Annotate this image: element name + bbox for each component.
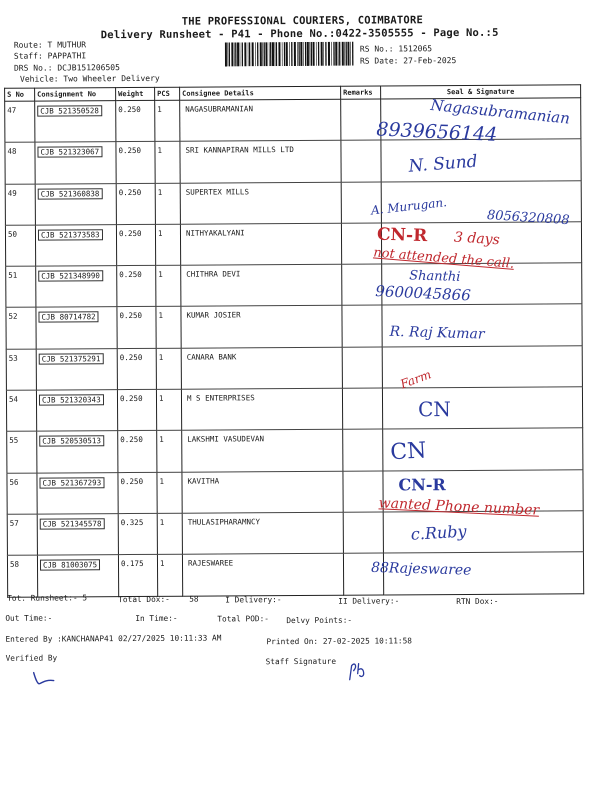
consignment-number: CJB 80714782 xyxy=(38,312,98,323)
cell-pcs: 1 xyxy=(155,100,180,141)
cell-cn xyxy=(35,225,116,267)
barcode-bar xyxy=(282,42,283,66)
handwritten-remark: not attended the call. xyxy=(372,245,515,272)
barcode-bar xyxy=(305,42,306,66)
handwritten-remark: Farm xyxy=(398,367,434,392)
cell-weight: 0.250 xyxy=(117,389,156,431)
handwritten-signature: 88Rajeswaree xyxy=(370,559,472,579)
cell-consignee: SRI KANNAPIRAN MILLS LTD xyxy=(180,141,341,183)
barcode-bar xyxy=(342,42,344,66)
cell-sno: 54 xyxy=(6,390,36,431)
cell-sno: 52 xyxy=(6,308,36,349)
barcode-bar xyxy=(297,42,298,66)
cell-remarks xyxy=(342,388,382,430)
barcode-bar xyxy=(244,42,246,66)
consignment-number: CJB 521375291 xyxy=(39,353,104,364)
cell-sno: 51 xyxy=(6,266,36,307)
barcode-bar xyxy=(338,42,339,66)
cell-consignee: THULASIPHARAMNCY xyxy=(182,512,343,554)
barcode-bar xyxy=(276,42,277,66)
table-row xyxy=(6,304,582,349)
i-delivery: I Delivery:- xyxy=(225,595,282,605)
cell-cn xyxy=(36,348,117,390)
cell-sno: 49 xyxy=(5,184,35,225)
barcode-bar xyxy=(286,42,288,66)
cell-consignee: KUMAR JOSIER xyxy=(181,306,342,348)
barcode-bar xyxy=(352,42,353,66)
handwritten-phone: 9600045866 xyxy=(374,282,472,305)
cell-sno: 48 xyxy=(5,142,35,183)
cell-consignee: CHITHRA DEVI xyxy=(181,264,342,306)
barcode-bar xyxy=(270,42,271,66)
col-signature: Seal & Signature xyxy=(381,85,581,99)
runsheet-title: Delivery Runsheet - P41 - Phone No.:0422-3505555 - Page No.:5 xyxy=(100,26,499,42)
handwritten-remark: 3 days xyxy=(453,229,501,249)
consignment-number: CJB 81003075 xyxy=(40,559,100,570)
cell-consignee: CANARA BANK xyxy=(181,347,342,389)
table-row xyxy=(7,552,583,597)
cell-pcs: 1 xyxy=(157,431,182,472)
barcode-bar xyxy=(316,42,317,66)
col-remarks: Remarks xyxy=(341,86,381,99)
consignment-number: CJB 521345578 xyxy=(40,518,105,529)
cell-cn xyxy=(37,555,118,597)
cell-pcs: 1 xyxy=(157,554,182,595)
cell-sno: 53 xyxy=(6,349,36,390)
barcode-bar xyxy=(225,42,227,66)
cell-remarks xyxy=(341,140,381,182)
barcode-bar xyxy=(325,42,326,66)
table-row xyxy=(7,511,583,556)
col-consignment: Consignment No xyxy=(35,88,116,101)
cell-cn xyxy=(36,266,117,308)
barcode-bar xyxy=(265,42,267,66)
verifier-signature-mark xyxy=(30,667,58,687)
vehicle: Vehicle: Two Wheeler Delivery xyxy=(20,73,160,84)
barcode-bar xyxy=(284,42,285,66)
cell-pcs: 1 xyxy=(156,265,181,306)
cell-sno: 57 xyxy=(7,514,37,555)
consignment-number: CJB 521320343 xyxy=(39,394,104,405)
barcode-bar xyxy=(309,42,310,66)
cell-cn xyxy=(37,431,118,473)
handwritten-signature: Shanthi xyxy=(409,268,461,285)
barcode-bar xyxy=(298,42,299,66)
total-dox-value: 58 xyxy=(189,594,199,604)
cell-weight: 0.250 xyxy=(117,266,156,308)
barcode-bar xyxy=(269,42,270,66)
cell-pcs: 1 xyxy=(157,513,182,554)
cell-cn xyxy=(35,101,116,143)
cell-remarks xyxy=(343,429,383,471)
handwritten-signature: A. Murugan. xyxy=(370,195,448,218)
cell-pcs: 1 xyxy=(157,472,182,513)
printed-on: Printed On: 27-02-2025 10:11:58 xyxy=(266,636,413,647)
staff-signature-label: Staff Signature xyxy=(265,656,337,667)
cell-cn xyxy=(36,307,117,349)
barcode-bar xyxy=(264,42,265,66)
barcode-bar xyxy=(262,42,263,66)
barcode-bar xyxy=(229,42,230,66)
barcode-bar xyxy=(344,42,345,66)
barcode-bar xyxy=(272,42,274,66)
col-consignee: Consignee Details xyxy=(180,86,341,100)
consignment-number: CJB 521360838 xyxy=(38,188,103,199)
barcode-bar xyxy=(227,42,228,66)
barcode-bar xyxy=(252,42,254,66)
cell-consignee: RAJESWAREE xyxy=(182,554,343,596)
cell-pcs: 1 xyxy=(155,183,180,224)
cell-remarks xyxy=(343,471,383,513)
cell-weight: 0.250 xyxy=(116,183,155,225)
cell-consignee: M S ENTERPRISES xyxy=(181,388,342,430)
ii-delivery: II Delivery:- xyxy=(338,596,400,606)
handwritten-signature: c.Ruby xyxy=(410,521,468,544)
cell-sno: 56 xyxy=(7,473,37,514)
barcode-bar xyxy=(278,42,280,66)
cell-weight: 0.250 xyxy=(118,472,157,514)
cell-consignee: LAKSHMI VASUDEVAN xyxy=(182,430,343,472)
cell-weight: 0.325 xyxy=(118,513,157,555)
delvy-points: Delvy Points:- xyxy=(286,615,353,626)
cell-pcs: 1 xyxy=(155,224,180,265)
consignment-number: CJB 521348990 xyxy=(38,270,103,281)
col-weight: Weight xyxy=(116,87,155,100)
cell-signature xyxy=(382,387,582,430)
barcode-bar xyxy=(257,42,258,66)
drs-number: DRS No.: DCJB151206505 xyxy=(13,63,120,73)
cell-remarks xyxy=(342,305,382,347)
barcode-bar xyxy=(294,42,296,66)
barcode-bar xyxy=(333,42,334,66)
runsheet-table xyxy=(4,84,584,597)
handwritten-remark: CN-R xyxy=(376,224,428,247)
cell-cn xyxy=(37,514,118,556)
barcode-bar xyxy=(335,42,337,66)
cell-cn xyxy=(35,183,116,225)
barcode-bar xyxy=(234,42,235,66)
barcode-bar xyxy=(231,42,233,66)
barcode-bar xyxy=(291,42,292,66)
cell-cn xyxy=(35,142,116,184)
barcode-bar xyxy=(275,42,276,66)
cell-remarks xyxy=(343,512,383,554)
cell-consignee: NAGASUBRAMANIAN xyxy=(180,99,341,141)
cell-consignee: SUPERTEX MILLS xyxy=(180,182,341,224)
handwritten-remark: CN xyxy=(417,397,451,422)
barcode-bar xyxy=(311,42,312,66)
barcode-bar xyxy=(303,42,304,66)
cell-weight: 0.250 xyxy=(118,431,157,473)
barcode-bar xyxy=(350,42,351,66)
handwritten-phone: 8056320808 xyxy=(486,207,571,229)
tot-runsheet: Tot. Runsheet:- 5 xyxy=(7,593,88,603)
barcode-bar xyxy=(255,42,256,66)
cell-cn xyxy=(37,472,118,514)
consignment-number: CJB 521350528 xyxy=(37,105,102,116)
barcode-bar xyxy=(321,42,323,66)
barcode-bar xyxy=(347,42,349,66)
barcode-bar xyxy=(323,42,324,66)
handwritten-phone: 8939656144 xyxy=(375,118,498,146)
route: Route: T MUTHUR xyxy=(13,40,87,50)
barcode-bar xyxy=(240,42,241,66)
table-row xyxy=(7,428,583,473)
cell-weight: 0.175 xyxy=(118,555,157,597)
cell-pcs: 1 xyxy=(156,389,181,430)
handwritten-remark: CN-R xyxy=(398,475,446,495)
barcode-bar xyxy=(307,42,309,66)
cell-sno: 50 xyxy=(5,225,35,266)
out-time: Out Time:- xyxy=(5,613,53,623)
cell-weight: 0.250 xyxy=(116,142,155,184)
barcode-bar xyxy=(300,42,302,66)
consignment-number: CJB 520530513 xyxy=(39,436,104,447)
total-dox-label: Total Dox:- xyxy=(118,594,170,605)
rtn-dox: RTN Dox:- xyxy=(456,596,499,607)
cell-pcs: 1 xyxy=(156,348,181,389)
staff: Staff: PAPPATHI xyxy=(13,51,87,61)
verified-by: Verified By xyxy=(5,653,58,663)
table-row xyxy=(6,346,582,391)
barcode-bar xyxy=(339,42,340,66)
cell-remarks xyxy=(341,99,381,141)
consignment-number: CJB 521373583 xyxy=(38,229,103,240)
staff-signature-mark xyxy=(346,660,368,684)
cell-sno: 58 xyxy=(7,555,37,596)
barcode-bar xyxy=(289,42,290,66)
cell-weight: 0.250 xyxy=(117,348,156,390)
total-pod: Total POD:- xyxy=(217,614,270,624)
cell-sno: 47 xyxy=(5,101,35,142)
cell-consignee: NITHYAKALYANI xyxy=(180,223,341,265)
handwritten-signature: Nagasubramanian xyxy=(429,95,571,128)
handwritten-remark: CN xyxy=(389,438,428,466)
cell-remarks xyxy=(342,347,382,389)
barcode-bar xyxy=(248,42,249,66)
handwritten-remark: wanted Phone number xyxy=(378,495,540,519)
barcode-bar xyxy=(331,42,332,66)
col-pcs: PCS xyxy=(155,87,180,100)
barcode-bar xyxy=(313,42,315,66)
entered-by: Entered By :KANCHANAP41 02/27/2025 10:11:33 AM xyxy=(5,633,222,644)
barcode-bar xyxy=(346,42,347,66)
rs-number: RS No.: 1512065 xyxy=(359,44,433,54)
in-time: In Time:- xyxy=(135,613,178,624)
barcode-bar xyxy=(318,42,319,66)
cell-cn xyxy=(36,390,117,432)
barcode-bar xyxy=(235,42,236,66)
barcode-bar xyxy=(328,42,330,66)
cell-pcs: 1 xyxy=(156,307,181,348)
barcode-bar xyxy=(249,42,250,66)
company-name: THE PROFESSIONAL COURIERS, COIMBATORE xyxy=(181,14,424,28)
cell-consignee: KAVITHA xyxy=(182,471,343,513)
barcode-bar xyxy=(237,42,239,66)
barcode xyxy=(225,42,355,67)
consignment-number: CJB 521323067 xyxy=(37,147,102,158)
cell-weight: 0.250 xyxy=(117,307,156,349)
handwritten-signature: R. Raj Kumar xyxy=(389,323,485,343)
table-row xyxy=(6,387,582,432)
handwritten-signature: N. Sund xyxy=(407,151,479,177)
cell-pcs: 1 xyxy=(155,142,180,183)
cell-sno: 55 xyxy=(7,431,37,472)
barcode-bar xyxy=(260,42,262,66)
cell-weight: 0.250 xyxy=(116,100,155,142)
rs-date: RS Date: 27-Feb-2025 xyxy=(359,56,457,66)
col-sno: S No xyxy=(5,88,35,101)
consignment-number: CJB 521367293 xyxy=(39,477,104,488)
cell-weight: 0.250 xyxy=(116,224,155,266)
barcode-bar xyxy=(242,42,243,66)
